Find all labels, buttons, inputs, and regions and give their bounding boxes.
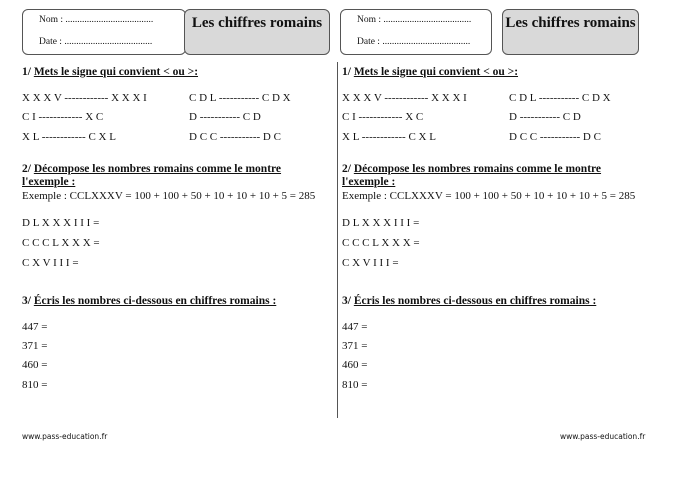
compare-item: C D L ----------- C D X bbox=[189, 92, 291, 104]
section-3-title: Écris les nombres ci-dessous en chiffres romains : bbox=[353, 295, 597, 307]
section-1-heading bbox=[22, 66, 198, 78]
convert-item: 460 = bbox=[22, 359, 48, 371]
section-2-title: Décompose les nombres romains comme le montre bbox=[353, 163, 602, 175]
name-field: Nom : ..................................... bbox=[357, 15, 472, 25]
section-2-title-cont: l'exemple : bbox=[342, 176, 396, 188]
footer-url: www.pass-education.fr bbox=[560, 432, 646, 441]
decompose-item: C C C L X X X = bbox=[342, 237, 420, 249]
decompose-item: C C C L X X X = bbox=[22, 237, 100, 249]
convert-item: 447 = bbox=[22, 321, 48, 333]
decompose-item: C X V I I I = bbox=[22, 257, 79, 269]
compare-item: X L ------------ C X L bbox=[22, 131, 116, 143]
section-2-heading-cont bbox=[342, 176, 395, 188]
section-2-heading bbox=[22, 163, 281, 175]
section-3-number: 3/ bbox=[22, 295, 31, 307]
compare-item: X X X V ------------ X X X I bbox=[22, 92, 147, 104]
decompose-item: D L X X X I I I = bbox=[22, 217, 100, 229]
compare-item: D C C ----------- D C bbox=[509, 131, 601, 143]
example-line: Exemple : CCLXXXV = 100 + 100 + 50 + 10 + 10 + 10 + 5 = 285 bbox=[342, 190, 636, 202]
footer-url: www.pass-education.fr bbox=[22, 432, 108, 441]
section-3-heading bbox=[22, 295, 276, 307]
section-3-heading bbox=[342, 295, 596, 307]
section-2-number: 2/ bbox=[22, 163, 31, 175]
section-3-title: Écris les nombres ci-dessous en chiffres romains : bbox=[33, 295, 277, 307]
compare-item: D ----------- C D bbox=[189, 111, 261, 123]
compare-item: X L ------------ C X L bbox=[342, 131, 436, 143]
worksheet-title: Les chiffres romains bbox=[191, 15, 323, 31]
section-1-heading bbox=[342, 66, 518, 78]
convert-item: 810 = bbox=[22, 379, 48, 391]
title-box bbox=[184, 9, 330, 55]
worksheet-left bbox=[8, 0, 338, 480]
convert-item: 371 = bbox=[342, 340, 368, 352]
convert-item: 460 = bbox=[342, 359, 368, 371]
compare-item: X X X V ------------ X X X I bbox=[342, 92, 467, 104]
section-1-number: 1/ bbox=[342, 66, 351, 78]
title-box bbox=[502, 9, 639, 55]
worksheet-title: Les chiffres romains bbox=[505, 15, 636, 31]
section-2-title-cont: l'exemple : bbox=[22, 176, 76, 188]
decompose-item: C X V I I I = bbox=[342, 257, 399, 269]
section-2-heading-cont bbox=[22, 176, 75, 188]
student-info-box bbox=[22, 9, 186, 55]
date-field: Date : ..................................... bbox=[357, 37, 471, 47]
section-2-heading bbox=[342, 163, 601, 175]
section-2-number: 2/ bbox=[342, 163, 351, 175]
compare-item: D C C ----------- D C bbox=[189, 131, 281, 143]
section-2-title: Décompose les nombres romains comme le montre bbox=[33, 163, 282, 175]
example-line: Exemple : CCLXXXV = 100 + 100 + 50 + 10 + 10 + 10 + 5 = 285 bbox=[22, 190, 316, 202]
convert-item: 810 = bbox=[342, 379, 368, 391]
section-1-number: 1/ bbox=[22, 66, 31, 78]
worksheet-right bbox=[334, 0, 664, 480]
date-field: Date : ..................................... bbox=[39, 37, 153, 47]
compare-item: C D L ----------- C D X bbox=[509, 92, 611, 104]
section-1-title: Mets le signe qui convient < ou >: bbox=[33, 66, 199, 78]
section-3-number: 3/ bbox=[342, 295, 351, 307]
student-info-box bbox=[340, 9, 492, 55]
decompose-item: D L X X X I I I = bbox=[342, 217, 420, 229]
convert-item: 371 = bbox=[22, 340, 48, 352]
compare-item: D ----------- C D bbox=[509, 111, 581, 123]
compare-item: C I ------------ X C bbox=[342, 111, 424, 123]
section-1-title: Mets le signe qui convient < ou >: bbox=[353, 66, 519, 78]
name-field: Nom : ..................................... bbox=[39, 15, 154, 25]
convert-item: 447 = bbox=[342, 321, 368, 333]
compare-item: C I ------------ X C bbox=[22, 111, 104, 123]
